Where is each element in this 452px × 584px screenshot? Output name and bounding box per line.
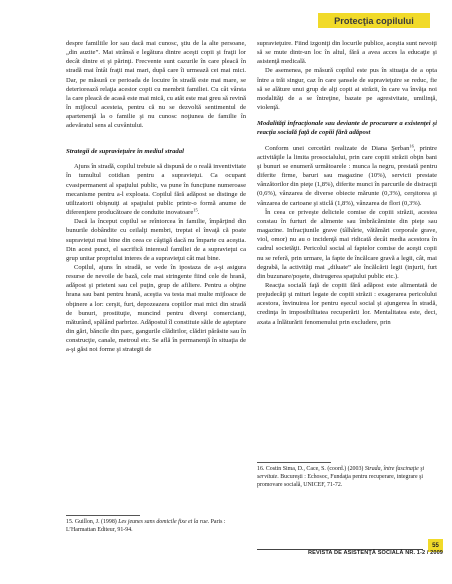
section-title: Protecţia copilului bbox=[334, 15, 414, 26]
page-number: 55 bbox=[428, 539, 443, 552]
footnote-ref-16[interactable]: 16 bbox=[409, 143, 414, 149]
left-paragraph-2: Ajuns în stradă, copilul trebuie să dispună de o reală inventivitate în tumultul cotidian pentru a supravieţui. Ca ocupant cvasipermanent al spaţiului public, va pune în funcţiune numeroase mecanisme pentru a-l exploata. Copilul fără adăpost se distinge de utilizatorii obişnuiţi ai spaţiului public printr-o formă anume de diferenţiere producătoare de conduite inovatoare$^{15}$. bbox=[66, 163, 246, 217]
right-paragraph-4: În ceea ce priveşte delictele comise de copiii străzii, acestea constau în furturi de alimente sau îmbrăcăminte din pieţe sau magazine. Infracţiunile grave (tâlhărie, vătămări corporale grave, viol, omor) nu au o incidenţă mai ridicată decât media acestora în cadrul societăţii. Pericolul social al faptelor comise de aceşti copii nu se referă, prin urmare, la fapte de încălcare gravă a legii, cât, mai degrabă, la activităţi mai „diluate” ale încălcării legii (injurii, furt din buzunare/poşete, distrugerea spaţiului public etc.). bbox=[257, 208, 437, 280]
section-header-tab bbox=[318, 13, 430, 28]
footnote-15: 15. Guillon, J. (1998) Les jeunes sans domicile fixe et la rue. Paris : L’Harmattan Editeur, 91-94. bbox=[66, 519, 226, 533]
right-paragraph-3: Conform unei cercetări realizate de Diana Şerban$^{16}$, printre activităţile la limita prosocialului, prin care copiii străzii obţin bani şi bunuri se enumeră următoarele : munca la negru, prestată pentru diferite firme, baruri sau magazine (10%), servicii prestate vânzătorilor din pieţe (1,8%), diferite munci în parcurile de distracţii (0,6%), vânzarea de diverse obiecte mărunte (0,3%), cerşitorea şi vânzarea de cartoane şi sticlă (1,8%), vânzarea de flori (0,3%). bbox=[257, 143, 437, 207]
journal-footer: REVISTA DE ASISTENŢĂ SOCIALĂ NR. 1-2 / 2009 bbox=[308, 550, 443, 556]
left-column bbox=[66, 39, 246, 355]
section-heading-strategies: Strategii de supravieţuire în mediul stradal bbox=[66, 147, 184, 155]
right-column bbox=[257, 39, 437, 327]
footnote-ref-15[interactable]: 15 bbox=[193, 207, 198, 213]
footnote-divider-left bbox=[66, 515, 140, 516]
right-paragraph-2: De asemenea, pe măsură copilul este pus în situaţia de a opta între a trăi singur, caz în care şansele de supravieţuire se reduc, fie să se alăture unui grup de alţi copii ai străzii, în care va învăţa noi modalităţi de a se întreţine, bazate pe agresivitate, umilinţă, violenţă. bbox=[257, 67, 437, 112]
right-paragraph-1: supravieţuire. Fiind izgoniţi din locurile publice, aceştia sunt nevoiţi să se mute dintr-un loc în altul, fără a avea acces la educaţie şi asistenţă medicală. bbox=[257, 40, 437, 66]
section-heading-deviant: Modalităţi infracţionale sau deviante de procurare a existenţei şi reacţia socială faţă de copiii fără adăpost bbox=[257, 120, 437, 136]
left-paragraph-3: Dacă la început copilul se reîntorcea în familie, împărţind din bunurile dobândite cu ceilalţi membri, treptat el învaţă că poate supravieţui mai bine din ceea ce câştigă dacă nu împarte cu aceştia. Din acest punct, el sacrifică interesul familiei de a supravieţui ca grup unitar propriului interes de a supravieţui cât mai bine. bbox=[66, 218, 246, 262]
left-paragraph-4: Copilul, ajuns în stradă, se vede în ipostaza de a-şi asigura resurse de nevoile de bază, cele mai stringente fiind cele de hrană, adăpost şi prieteni sau cel puţin, grup de afiliere. Pentru a obţine hrana sau bani pentru hrană, aceştia va testa mai multe mijloace de obţinere a lor: cerşit, furt, depozeazera copiilor mai mici din stradă de bunuri, prostituţie, muncind pentru diverşi comercianţi, măturând, spălând parbrize. Adăpostul îl constituie săile de aşteptare din gări, băncile din parc, gangurile clădirilor, clădiri părăsite sau în construcţie, canale, metroul etc. Se află în permanenţă în situaţia de a-şi găsi noi forme şi strategii de bbox=[66, 263, 246, 354]
left-paragraph-1: despre familiile lor sau dacă mai cunosc, ştiu de la alte persoane, „din auzite”. Mai strânsă e legătura dintre aceşti copii şi fraţii lor decât dintre ei şi părinţi. Frecvente sunt cazurile în care pleacă în stradă mai întâi fraţii mai mari, după care îi urmează cei mai mici. Dar, pe măsură ce perioada de locuire în stradă este mai mare, se deteriorează relaţia acestor copii cu membrii familiei. Cu cât vârsta la care pleacă de acasă este mai mică, cu atât este mai greu să revină în mijlocul acesteia, pentru că nu se dezvoltă sentimentul de apartenenţă la o familie şi nu cunosc noţiunea de familie în adevăratul sens al cuvântului. bbox=[66, 40, 246, 130]
footnote-divider-right bbox=[257, 462, 331, 463]
right-paragraph-5: Reacţia socială faţă de copiii fără adăpost este alimentată de prejudecăţi şi mituri legate de copiii străzii : exagerarea pericolului acestora, învinuirea lor pentru eşecul social şi ajungerea în stradă, credinţa în imposibilitatea recuperării lor. Mentalitatea este, deci, axata a înlăturării fenomenului prin excludere, prin bbox=[257, 282, 437, 326]
footnote-16: 16. Costin Sima, D., Cace, S. (coord.) (2003) Strada, între fascinaţie şi servitute. Bucureşti : Echosoc, Fundaţia pentru recuperare, integrare şi promovare socială, UNICEF, 71-72. bbox=[257, 466, 425, 488]
